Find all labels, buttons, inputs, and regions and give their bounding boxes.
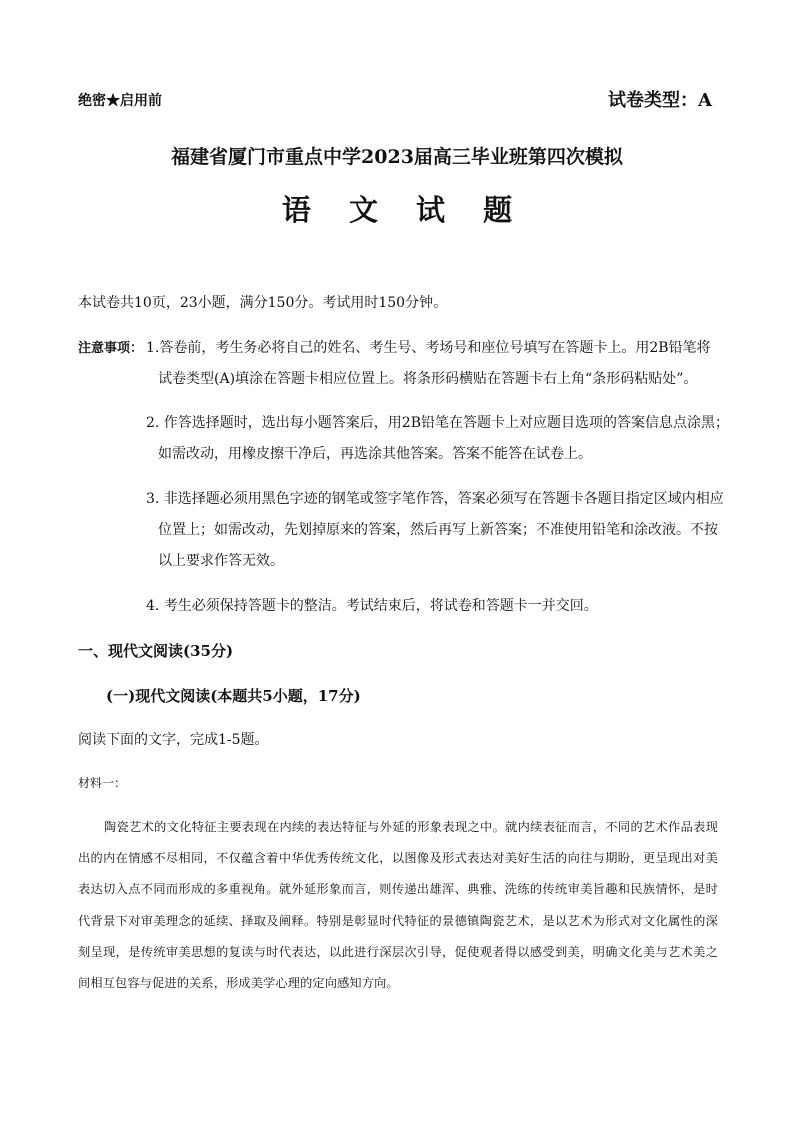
notice-item-1-line-2: 试卷类型(A)填涂在答题卡相应位置上。将条形码横贴在答题卡右上角“条形码粘贴处”。 [158, 371, 698, 387]
notice-item-2-line-1: 2. 作答选择题时，选出每小题答案后，用2B铅笔在答题卡上对应题目选项的答案信息点涂黑； [146, 415, 730, 431]
exam-title: 福建省厦门市重点中学2023届高三毕业班第四次模拟 [171, 146, 623, 168]
notice-item-3-line-1: 3. 非选择题必须用黑色字迹的钢笔或签字笔作答，答案必须写在答题卡各题目指定区域内相应 [146, 491, 724, 507]
subject-title: 语 文 试 题 [281, 193, 527, 227]
section-heading: 一、现代文阅读(35分) [78, 642, 234, 660]
notice-label: 注意事项： [78, 341, 144, 356]
notice-item-3-line-3: 以上要求作答无效。 [158, 553, 284, 569]
material-label: 材料一： [78, 776, 127, 790]
notice-item-4-line-1: 4. 考生必须保持答题卡的整洁。考试结束后，将试卷和答题卡一并交回。 [146, 598, 598, 614]
reading-instruction: 阅读下面的文字，完成1-5题。 [78, 732, 269, 748]
paper-type-label: 试卷类型：A [608, 90, 712, 111]
subsection-heading: (一)现代文阅读(本题共5小题，17分) [106, 687, 361, 705]
confidential-label: 绝密★启用前 [78, 93, 162, 109]
notice-item-3-line-2: 位置上；如需改动，先划掉原来的答案，然后再写上新答案；不准使用铅笔和涂改液。不按 [158, 522, 718, 538]
notice-item-1-line-1: 1.答卷前，考生务必将自己的姓名、考生号、考场号和座位号填写在答题卡上。用2B铅笔将 [146, 340, 711, 356]
reading-passage: 陶瓷艺术的文化特征主要表现在内续的表达特征与外延的形象表现之中。就内续表征而言，不同的艺术作品表现出的内在情感不尽相同，不仅蕴含着中华优秀传统文化，以图像及形式表达对美好生活的向往与期盼，更呈现出对美表达切入点不同而形成的多重视角。就外延形象而言，则传递出雄浑、典雅、洗练的传统审美旨趣和民族情怀，是时代背景下对审美理念的延续、择取及阐释。特别是彰显时代特征的景德镇陶瓷艺术，是以艺术为形式对文化属性的深刻呈现，是传统审美思想的复读与时代表达，以此进行深层次引导，促使观者得以感受到美，明确文化美与艺术美之间相互包容与促进的关系，形成美学心理的定向感知方向。 [78, 820, 718, 991]
notice-item-2-line-2: 如需改动，用橡皮擦干净后，再选涂其他答案。答案不能答在试卷上。 [158, 446, 592, 462]
exam-intro: 本试卷共10页，23小题，满分150分。考试用时150分钟。 [78, 295, 448, 311]
